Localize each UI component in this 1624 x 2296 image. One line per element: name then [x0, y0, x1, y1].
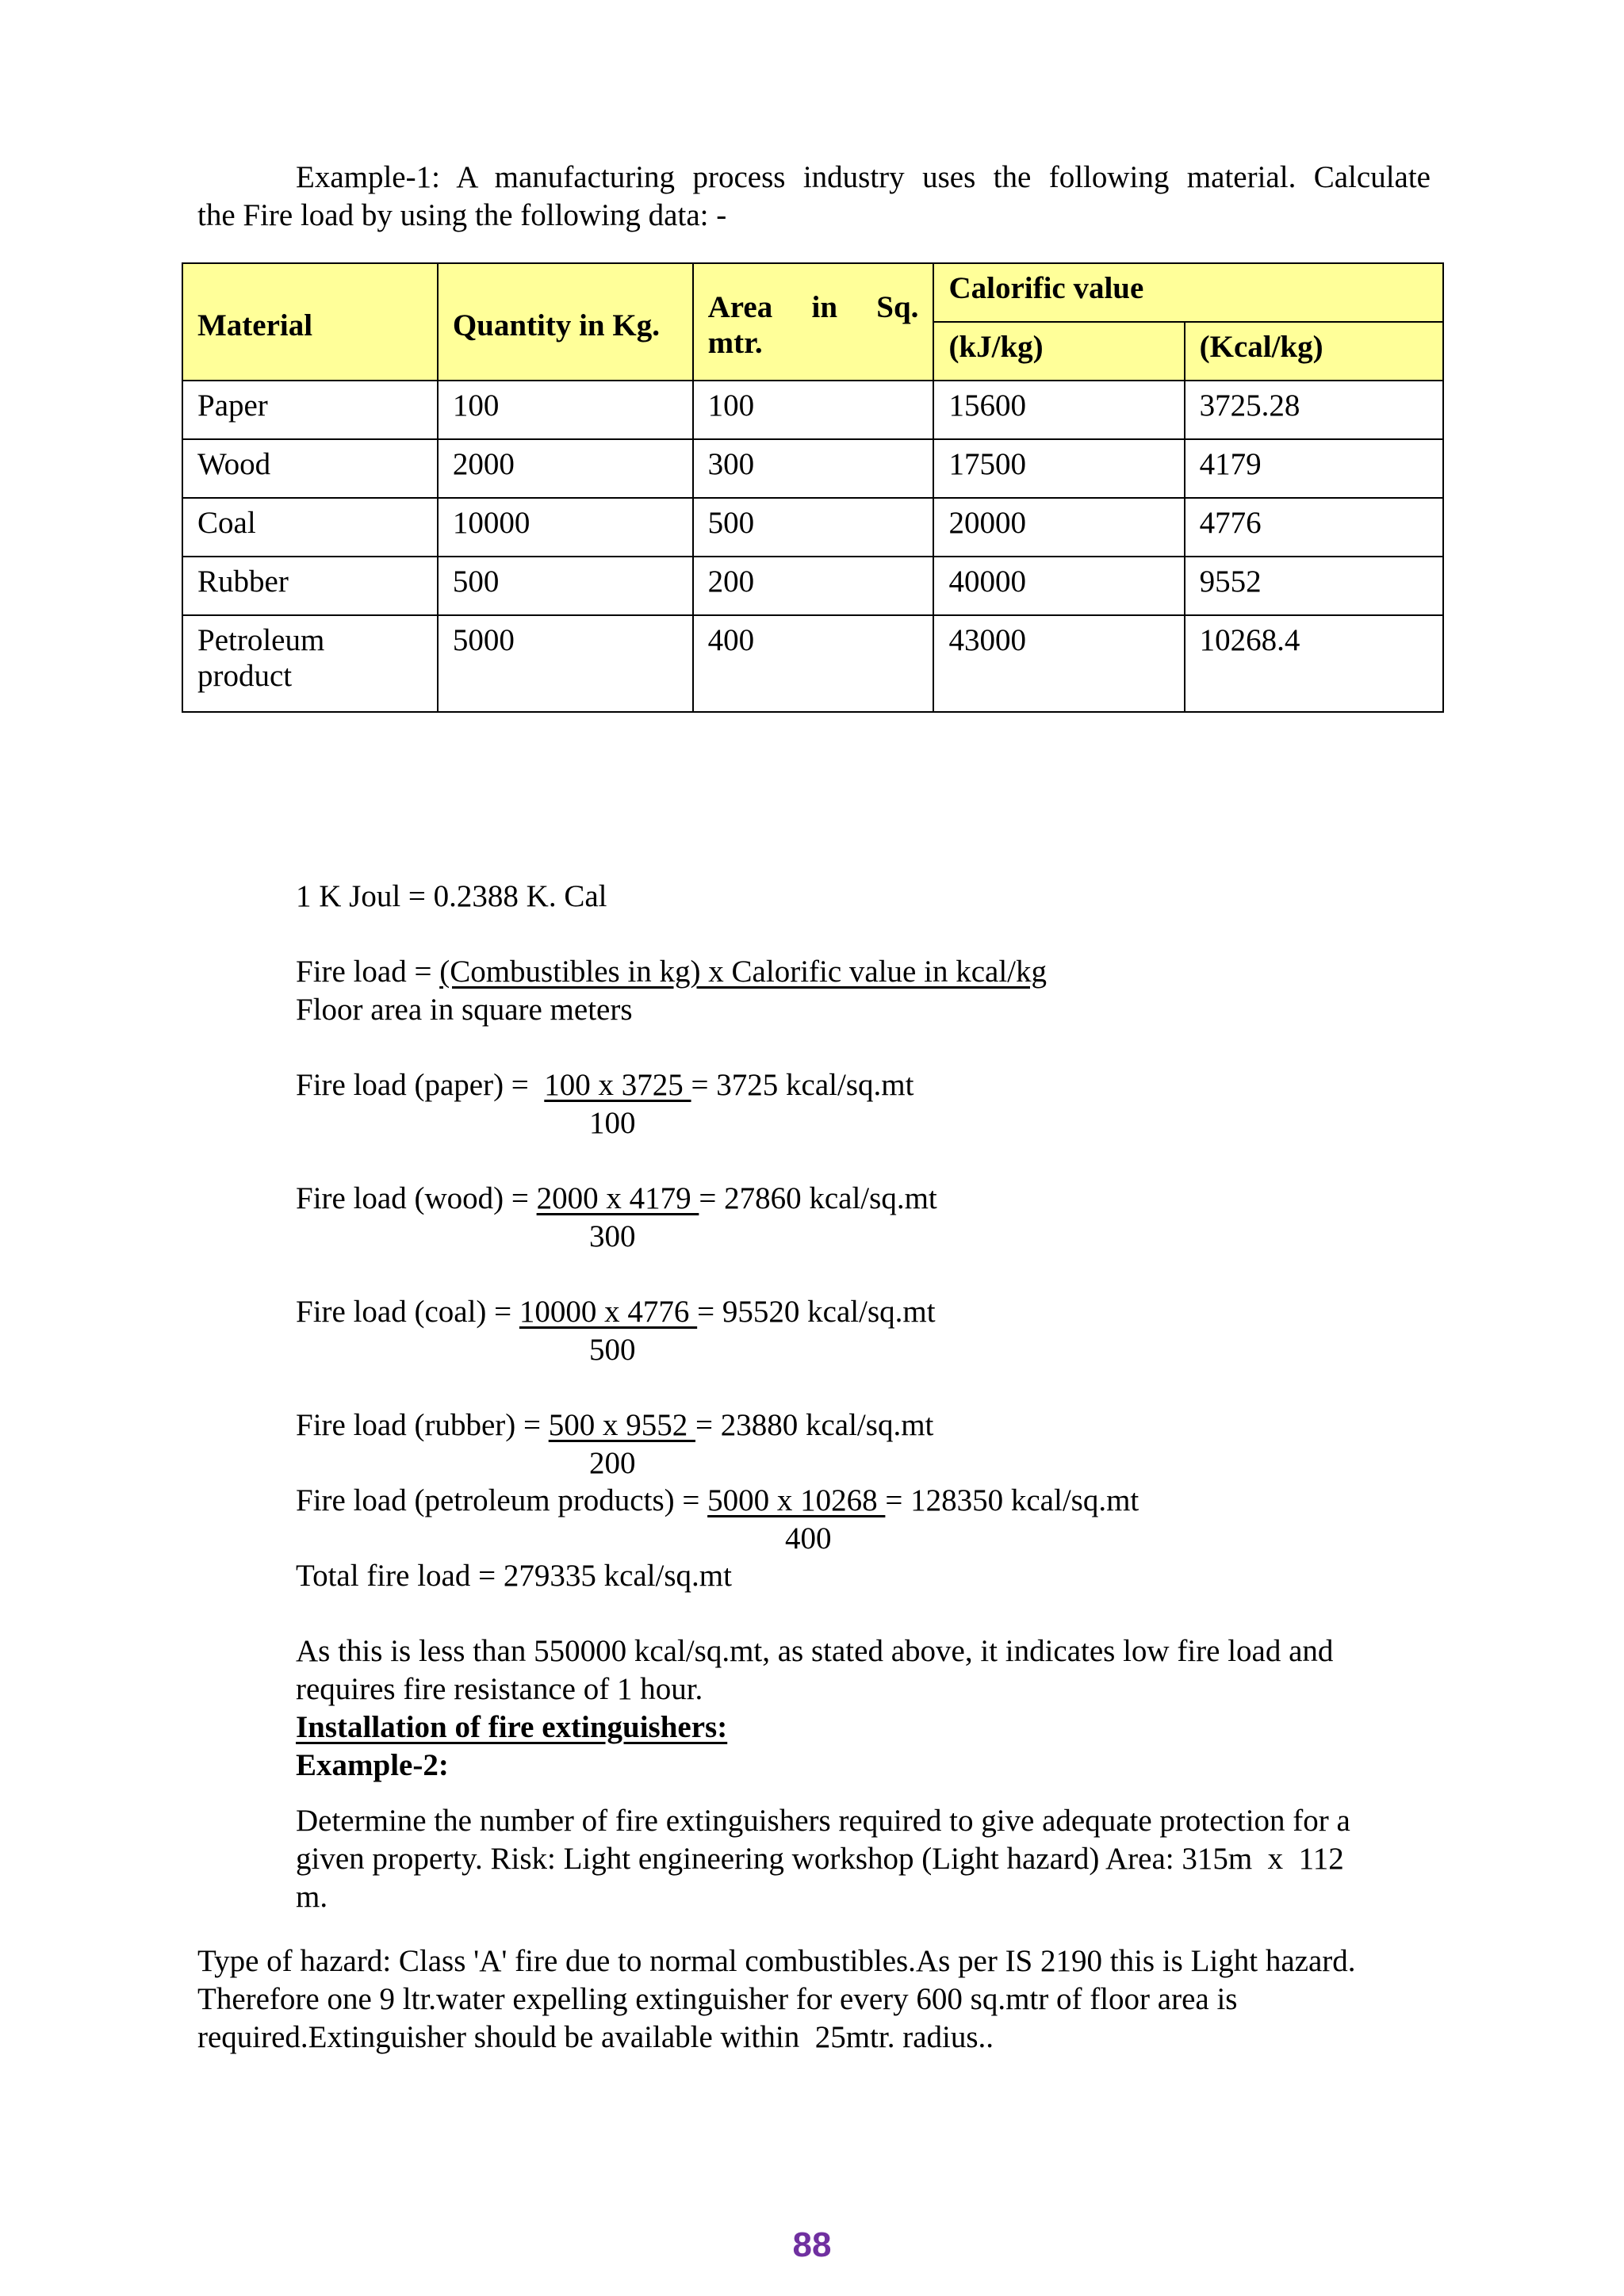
paper-numerator: 100 x 3725: [544, 1068, 691, 1102]
fire-load-paper: Fire load (paper) = 100 x 3725 = 3725 kcal/sq.mt: [296, 1068, 914, 1102]
cell-kj: 43000: [933, 615, 1184, 712]
conclusion-line-1: As this is less than 550000 kcal/sq.mt, as stated above, it indicates low fire load and: [296, 1634, 1334, 1668]
cell-material: [182, 615, 438, 712]
coal-numerator: 10000 x 4776: [519, 1295, 698, 1329]
cell-kcal: 10268.4: [1185, 615, 1443, 712]
intro-line-1: Example-1: A manufacturing process industry uses the following material. Calculate: [296, 160, 1431, 194]
cell-quantity: 5000: [438, 615, 693, 712]
cell-quantity: 10000: [438, 498, 693, 557]
page-number: 88: [792, 2225, 832, 2264]
header-material: Material: [182, 263, 438, 381]
fire-load-petroleum: Fire load (petroleum products) = 5000 x 10268 = 128350 kcal/sq.mt: [296, 1483, 1139, 1517]
cell-material: Paper: [182, 381, 438, 439]
cell-kcal: 3725.28: [1185, 381, 1443, 439]
cell-material-line-1: Petroleum: [197, 623, 325, 657]
header-quantity: Quantity in Kg.: [438, 263, 693, 381]
conversion-note: 1 K Joul = 0.2388 K. Cal: [296, 879, 607, 913]
cell-area: 200: [693, 557, 934, 615]
hazard-line-1: Type of hazard: Class 'A' fire due to normal combustibles.As per IS 2190 this is Light hazard.: [197, 1944, 1356, 1978]
rubber-numerator: 500 x 9552: [548, 1408, 695, 1442]
example-2-line-3: m.: [296, 1880, 328, 1914]
formula-denominator: Floor area in square meters: [296, 993, 633, 1027]
section-heading-installation: Installation of fire extinguishers:: [296, 1710, 728, 1744]
cell-kj: 20000: [933, 498, 1184, 557]
cell-material: Rubber: [182, 557, 438, 615]
cell-kj: 40000: [933, 557, 1184, 615]
formula-prefix: Fire load =: [296, 955, 440, 989]
hazard-line-3: required.Extinguisher should be available within 25mtr. radius..: [197, 2020, 994, 2054]
table-row: [182, 557, 1443, 615]
formula-line: [296, 953, 1047, 991]
fire-load-wood: Fire load (wood) = 2000 x 4179 = 27860 kcal/sq.mt: [296, 1181, 937, 1215]
wood-denominator: 300: [589, 1219, 636, 1253]
cell-quantity: 500: [438, 557, 693, 615]
fire-load-coal: Fire load (coal) = 10000 x 4776 = 95520 kcal/sq.mt: [296, 1295, 936, 1329]
cell-area: 100: [693, 381, 934, 439]
example-2-line-2: given property. Risk: Light engineering workshop (Light hazard) Area: 315m x 112: [296, 1842, 1344, 1876]
table-row: [182, 381, 1443, 439]
petroleum-denominator: 400: [785, 1521, 832, 1556]
cell-area: 300: [693, 439, 934, 498]
cell-material-line-2: product: [197, 659, 293, 693]
paper-denominator: 100: [589, 1106, 636, 1140]
fire-load-rubber: Fire load (rubber) = 500 x 9552 = 23880 kcal/sq.mt: [296, 1408, 934, 1442]
conclusion-line-2: requires fire resistance of 1 hour.: [296, 1672, 703, 1706]
header-kj-per-kg: (kJ/kg): [933, 322, 1184, 381]
cell-material: Wood: [182, 439, 438, 498]
cell-quantity: 100: [438, 381, 693, 439]
cell-kcal: 4179: [1185, 439, 1443, 498]
example-2-heading: Example-2:: [296, 1748, 449, 1782]
header-area-line-2: mtr.: [707, 326, 763, 360]
rubber-denominator: 200: [589, 1446, 636, 1480]
table-row: [182, 615, 1443, 712]
cell-kcal: 9552: [1185, 557, 1443, 615]
example-2-line-1: Determine the number of fire extinguishers required to give adequate protection for a: [296, 1804, 1350, 1838]
header-kcal-per-kg: (Kcal/kg): [1185, 322, 1443, 381]
cell-kj: 17500: [933, 439, 1184, 498]
header-area: [693, 263, 934, 381]
petroleum-numerator: 5000 x 10268: [707, 1483, 886, 1517]
cell-area: 500: [693, 498, 934, 557]
total-fire-load: Total fire load = 279335 kcal/sq.mt: [296, 1559, 732, 1593]
hazard-line-2: Therefore one 9 ltr.water expelling extinguisher for every 600 sq.mtr of floor area is: [197, 1982, 1238, 2016]
wood-numerator: 2000 x 4179: [536, 1181, 699, 1215]
material-table: [182, 262, 1444, 713]
table-row: [182, 439, 1443, 498]
cell-quantity: 2000: [438, 439, 693, 498]
formula-numerator: (Combustibles in kg) x Calorific value in kcal/kg: [439, 955, 1047, 989]
intro-line-2: the Fire load by using the following data: -: [197, 198, 727, 232]
coal-denominator: 500: [589, 1333, 636, 1367]
cell-area: 400: [693, 615, 934, 712]
cell-material: Coal: [182, 498, 438, 557]
header-calorific-value: Calorific value: [933, 263, 1443, 322]
cell-kcal: 4776: [1185, 498, 1443, 557]
cell-kj: 15600: [933, 381, 1184, 439]
header-area-line-1: Area in Sq.: [707, 290, 919, 324]
table-row: [182, 498, 1443, 557]
